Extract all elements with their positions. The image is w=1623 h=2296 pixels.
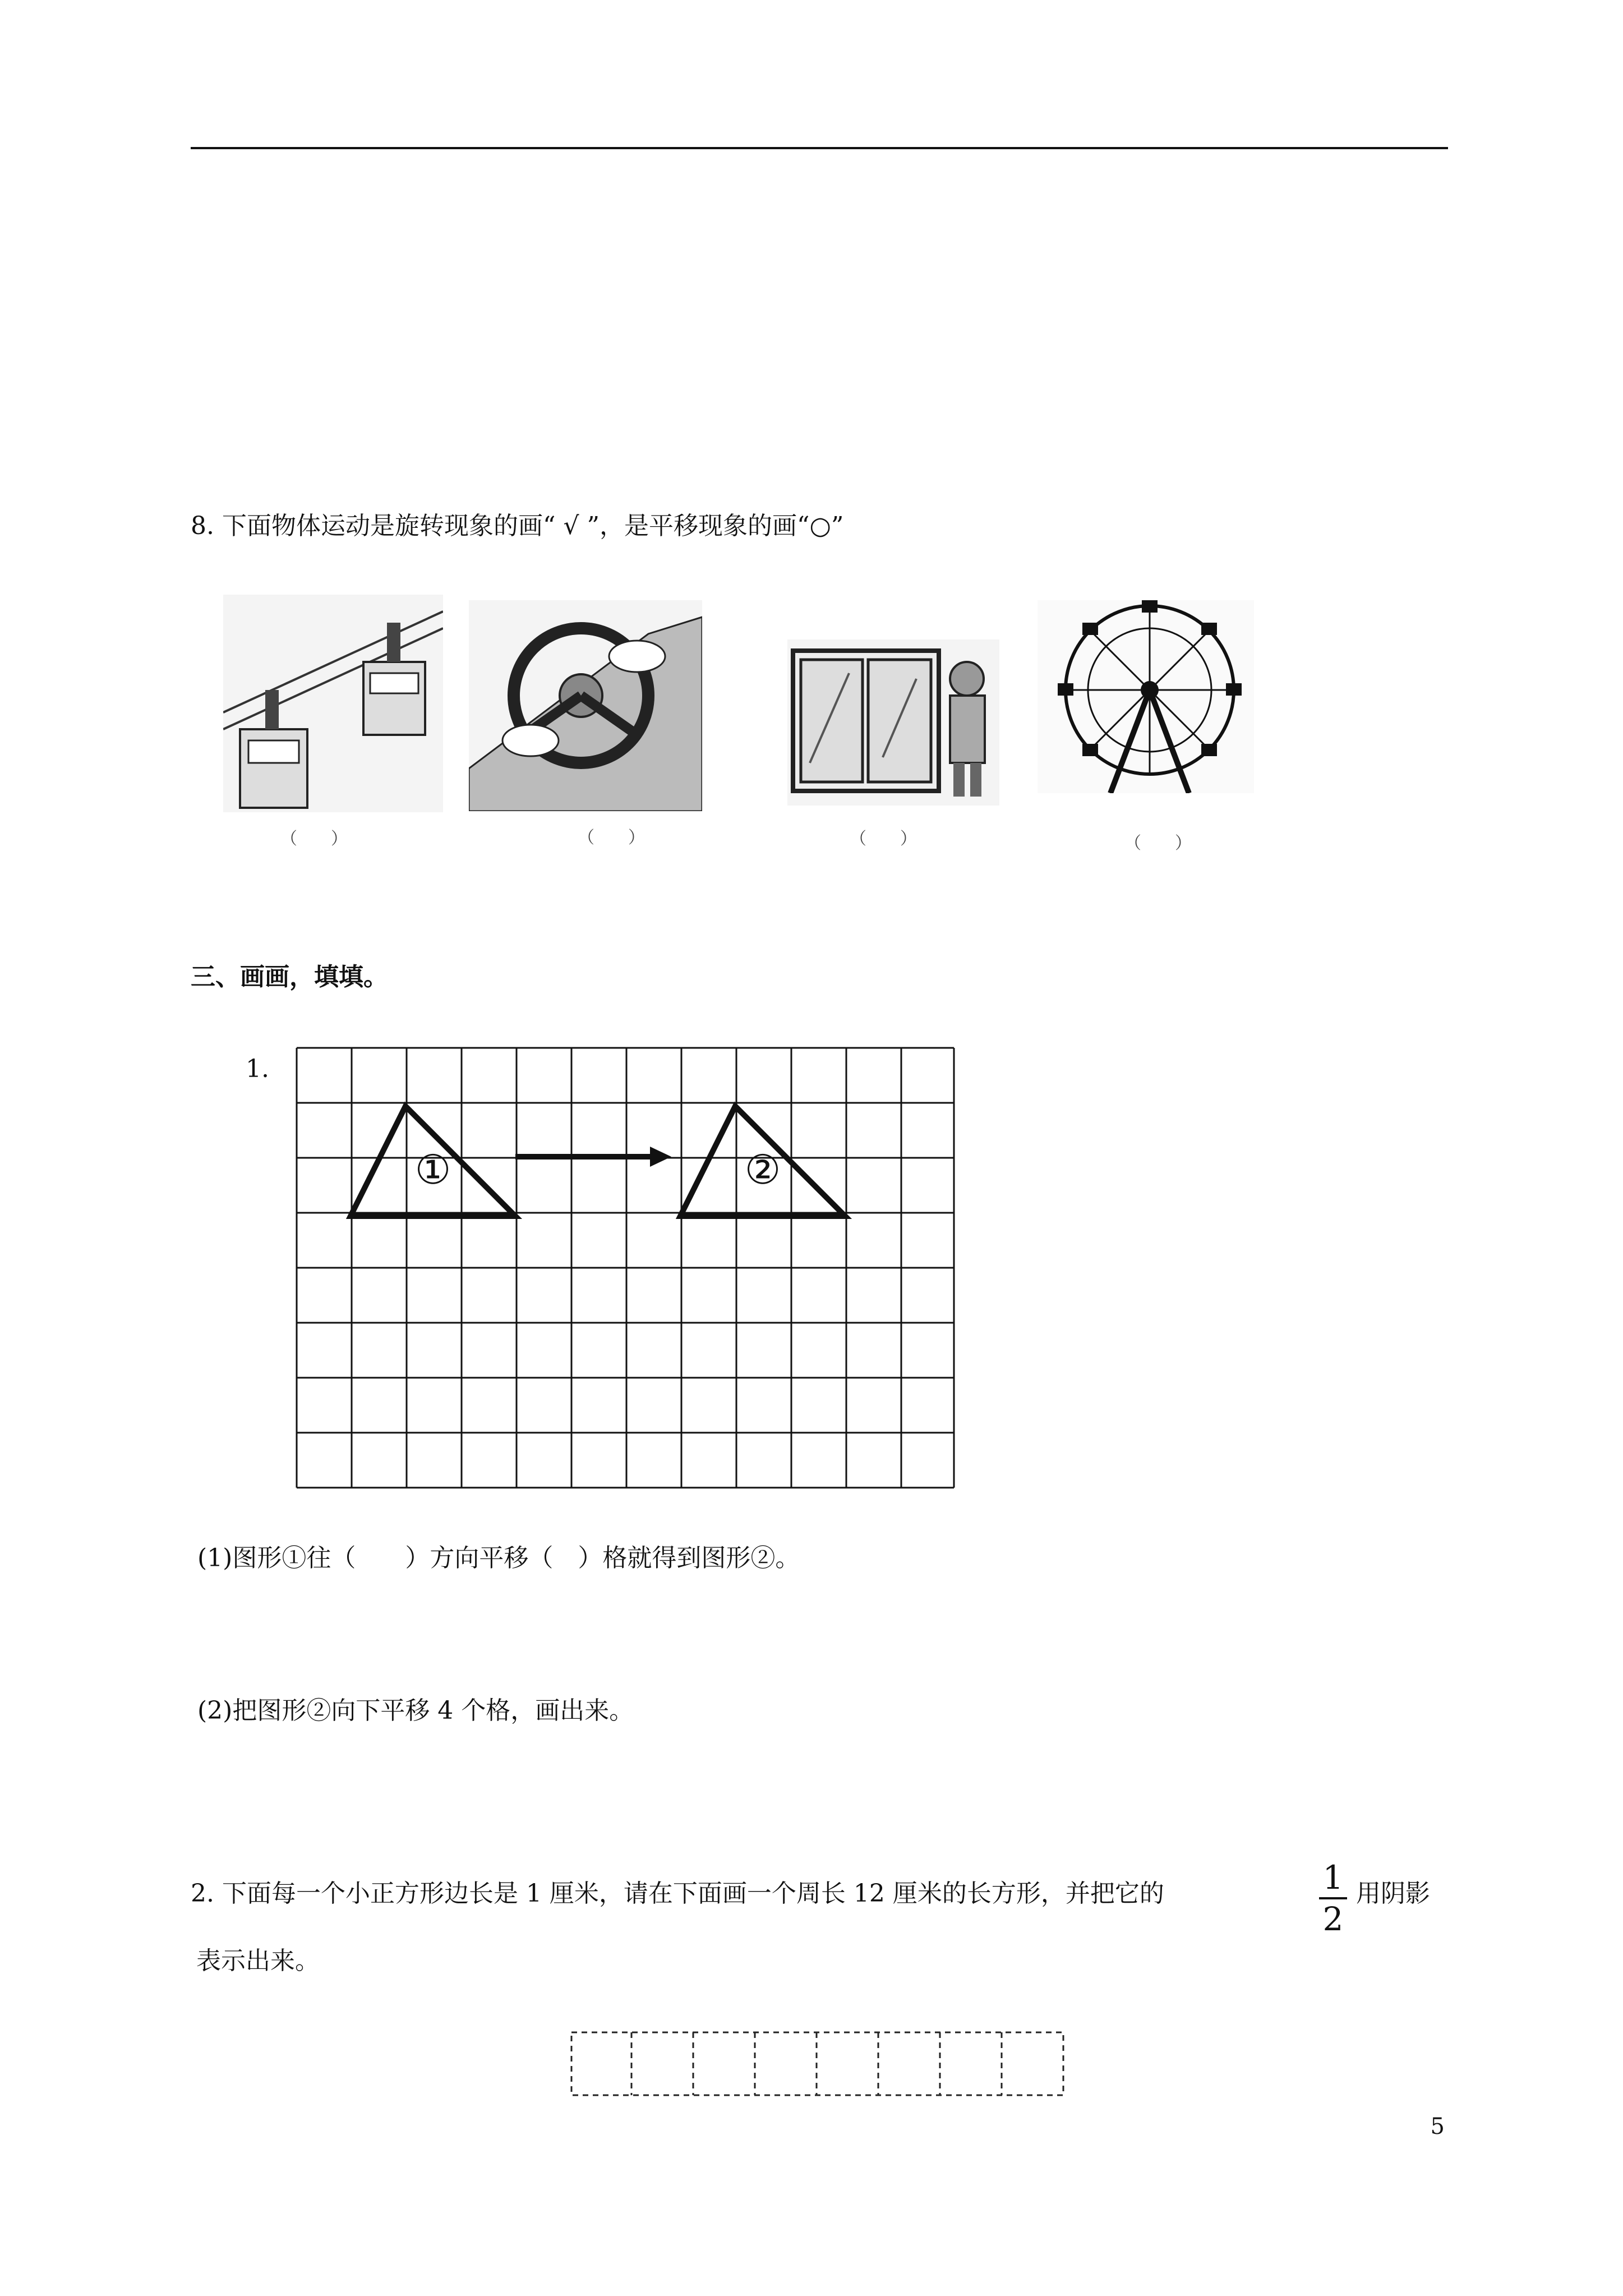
shape-2-label: ② (744, 1146, 781, 1193)
item-1-subquestion-1: (1)图形①往（ ）方向平移（ ）格就得到图形②。 (197, 1544, 800, 1572)
shape-1-label: ① (414, 1146, 451, 1193)
fraction-one-half (1319, 1858, 1347, 1939)
dashed-square-row[interactable] (570, 2031, 1072, 2100)
ferris-wheel-picture (1038, 600, 1254, 793)
item-1-subquestion-2: (2)把图形②向下平移 4 个格，画出来。 (197, 1696, 634, 1725)
page-number: 5 (1430, 2114, 1445, 2139)
item-2-text-tail: 用阴影 (1356, 1879, 1430, 1908)
header-rule (191, 147, 1448, 149)
sliding-window-picture (787, 639, 999, 806)
square-grid[interactable] (296, 1047, 955, 1501)
fraction-numerator: 1 (1319, 1858, 1347, 1899)
cable-car-picture (223, 595, 443, 812)
answer-paren-4[interactable]: （ ） (1124, 834, 1192, 853)
answer-paren-2[interactable]: （ ） (578, 828, 645, 848)
answer-paren-3[interactable]: （ ） (850, 829, 917, 849)
translation-arrow-head (650, 1147, 671, 1167)
item-2-text-line2: 表示出来。 (196, 1947, 320, 1975)
answer-paren-1[interactable]: （ ） (280, 829, 348, 849)
fraction-denominator: 2 (1322, 1900, 1344, 1938)
steering-wheel-picture (469, 600, 702, 811)
section-3-title: 三、画画，填填。 (191, 963, 388, 991)
item-2-text: 2. 下面每一个小正方形边长是 1 厘米，请在下面画一个周长 12 厘米的长方形，并把它的 (191, 1879, 1164, 1908)
question-8-text: 8. 下面物体运动是旋转现象的画“ √ ”，是平移现象的画“○” (191, 512, 844, 540)
item-1-label: 1. (246, 1055, 269, 1083)
